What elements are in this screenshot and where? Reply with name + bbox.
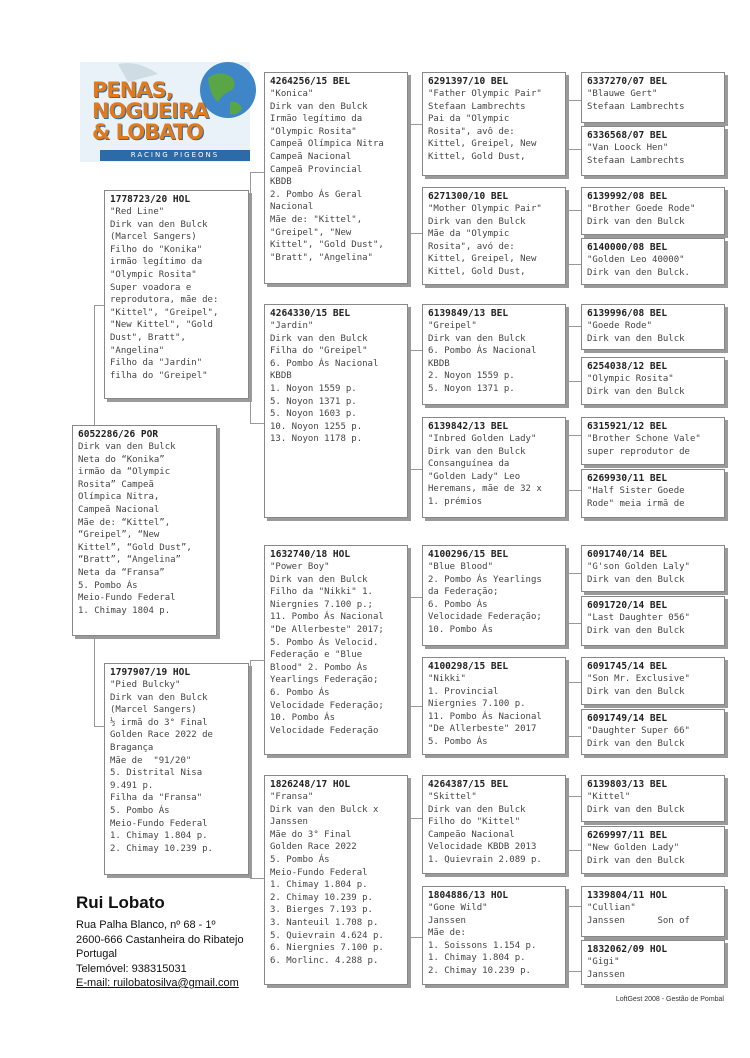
pigeon-card-sire: [104, 190, 249, 399]
pigeon-detail-line: 2. Pombo Ás Yearlings: [428, 574, 542, 585]
pigeon-detail-line: “Bratt”, “Angelina”: [78, 555, 181, 566]
ring-number: 1832062/09 HOL: [587, 944, 668, 955]
pigeon-detail-line: 3. Nanteuil 1.708 p.: [270, 917, 379, 928]
pigeon-detail-line: Dirk van den Bulck: [587, 686, 685, 697]
pigeon-card-gen4: [581, 126, 725, 176]
pigeon-detail-line: Janssen: [428, 915, 466, 926]
pigeon-detail-line: "Konica": [270, 89, 314, 99]
pigeon-detail-line: 1. Chimay 1.804 p.: [270, 880, 368, 891]
ring-number: 6269997/11 BEL: [587, 830, 668, 841]
pigeon-detail-line: Filha da "Fransa": [110, 793, 203, 804]
pigeon-detail-line: Rosita” Campeã: [78, 479, 154, 490]
pigeon-detail-line: Nacional: [270, 202, 314, 213]
pigeon-card-gen4: [581, 357, 725, 405]
pigeon-details: [587, 88, 719, 113]
pigeon-details: [110, 206, 243, 382]
pigeon-detail-line: Bragança: [110, 742, 154, 753]
pigeon-detail-line: Filho da "Nikki" 1.: [270, 587, 373, 598]
owner-country: Portugal: [76, 948, 117, 960]
pigeon-detail-line: Dirk van den Bulck: [270, 333, 368, 344]
pigeon-detail-line: “Greipel”, “New: [78, 530, 160, 541]
pigeon-card-gen3: [422, 775, 566, 874]
ring-number: 6139803/13 BEL: [587, 779, 668, 790]
pigeon-details: [428, 320, 560, 396]
pigeon-details: [587, 433, 719, 458]
ring-number: 6337270/07 BEL: [587, 76, 668, 87]
pigeon-detail-line: "Blue Blood": [428, 562, 494, 572]
pigeon-detail-line: "Power Boy": [270, 562, 330, 572]
pigeon-detail-line: "Brother Schone Vale": [587, 434, 701, 444]
connector: [567, 573, 582, 624]
pigeon-card-gen4: [581, 238, 725, 285]
pigeon-detail-line: Consanguínea da: [428, 459, 510, 470]
pigeon-detail-line: Blood" 2. Pombo Ás: [270, 662, 368, 673]
pigeon-detail-line: Dust", Bratt",: [110, 332, 186, 343]
pigeon-detail-line: Rosita", avó de:: [428, 241, 515, 252]
pigeon-card-gen4: [581, 304, 725, 350]
pigeon-detail-line: "Kittel", "Greipel",: [110, 307, 219, 318]
pigeon-detail-line: Campeã Nacional: [78, 504, 160, 515]
pigeon-detail-line: 2. Chimay 10.239 p.: [270, 892, 373, 903]
pigeon-detail-line: 2. Noyon 1559 p.: [428, 371, 515, 382]
pigeon-detail-line: da Federação;: [428, 587, 499, 598]
pigeon-detail-line: "Daughter Super 66": [587, 726, 690, 736]
pigeon-detail-line: 5. Pombo Ás: [78, 580, 138, 591]
pigeon-detail-line: Kittel, Gold Dust,: [428, 266, 526, 277]
pigeon-card-gen4: [581, 886, 725, 937]
pigeon-detail-line: Janssen: [587, 969, 625, 980]
connector: [250, 660, 265, 879]
pigeon-detail-line: Kittel", "Gold Dust",: [270, 240, 384, 251]
ring-number: 6269930/11 BEL: [587, 473, 668, 484]
pigeon-card-gen4: [581, 775, 725, 822]
logo-tagline: RACING PIGEONS: [100, 150, 250, 161]
pigeon-card-gen4: [581, 187, 725, 235]
pigeon-detail-line: Dirk van den Bulck: [270, 101, 368, 112]
pigeon-detail-line: 5. Noyon 1371 p.: [428, 383, 515, 394]
connector: [567, 435, 582, 491]
ring-number: 1804886/13 HOL: [428, 890, 509, 901]
pigeon-details: [587, 612, 719, 637]
pigeon-detail-line: 1. Chimay 1804 p.: [78, 605, 171, 616]
pigeon-detail-line: 9.491 p.: [110, 780, 154, 791]
connector: [567, 326, 582, 382]
pigeon-detail-line: irmão da “Olympic: [78, 467, 171, 478]
pigeon-detail-line: "Olympic Rosita": [110, 269, 197, 280]
pigeon-detail-line: "Olympic Rosita": [270, 126, 357, 137]
pigeon-detail-line: "Bratt", "Angelina": [270, 252, 373, 263]
owner-phone: Telemóvel: 938315031: [76, 962, 187, 975]
pigeon-detail-line: Dirk van den Bulck: [587, 738, 685, 749]
pigeon-card-gen4: [581, 657, 725, 705]
pigeon-detail-line: "New Golden Lady": [587, 843, 680, 853]
pigeon-detail-line: Federação e "Blue: [270, 650, 363, 661]
ring-number: 6140000/08 BEL: [587, 242, 668, 253]
pigeon-detail-line: Pai da "Olympic: [428, 114, 510, 125]
pigeon-detail-line: "Half Sister Goede: [587, 486, 685, 496]
connector: [567, 210, 582, 265]
pigeon-detail-line: "Cullian": [587, 903, 636, 913]
pigeon-card-gen2: [264, 545, 408, 755]
pigeon-detail-line: Neta da “Fransa”: [78, 567, 165, 578]
pigeon-card-gen2: [264, 72, 408, 284]
pigeon-details: [587, 373, 719, 398]
ring-number: 4100298/15 BEL: [428, 661, 509, 672]
connector: [408, 597, 423, 707]
pigeon-details: [587, 673, 719, 698]
pigeon-detail-line: Campeã Provincial: [270, 164, 363, 175]
pigeon-details: [587, 142, 719, 167]
pigeon-detail-line: Dirk van den Bulck: [110, 692, 208, 703]
ring-number: 4264256/15 BEL: [270, 76, 351, 87]
pigeon-detail-line: "Blauwe Gert": [587, 89, 658, 99]
pigeon-detail-line: "Pied Bulcky": [110, 680, 181, 690]
pigeon-detail-line: "Golden Lady" Leo: [428, 471, 521, 482]
pigeon-detail-line: 5. Pombo Ás: [110, 805, 170, 816]
pigeon-details: [587, 485, 719, 510]
pigeon-detail-line: Dirk van den Bulck: [428, 333, 526, 344]
pigeon-card-gen4: [581, 826, 725, 874]
pigeon-card-gen3: [422, 417, 566, 518]
pigeon-detail-line: Dirk van den Bulck: [587, 386, 685, 397]
ring-number: 6291397/10 BEL: [428, 76, 509, 87]
connector: [250, 172, 265, 424]
pigeon-detail-line: 1. Soissons 1.154 p.: [428, 940, 537, 951]
pigeon-details: [428, 88, 560, 164]
pigeon-detail-line: 10. Pombo Ás: [428, 624, 494, 635]
pigeon-detail-line: "Goede Rode": [587, 321, 653, 331]
pigeon-detail-line: Meio-Fundo Federal: [78, 593, 176, 604]
logo-line-2: NOGUEIRA: [92, 99, 209, 123]
connector: [567, 796, 582, 851]
pigeon-card-gen3: [422, 657, 566, 755]
pigeon-details: [587, 842, 719, 867]
pigeon-details: [428, 673, 560, 749]
pigeon-details: [428, 902, 560, 978]
pigeon-details: [428, 791, 560, 867]
pigeon-detail-line: Stefaan Lambrechts: [587, 155, 685, 166]
pigeon-details: [270, 88, 402, 264]
pigeon-detail-line: Meio-Fundo Federal: [110, 818, 208, 829]
pigeon-details: [587, 254, 719, 279]
pigeon-card-gen4: [581, 469, 725, 518]
pigeon-detail-line: Stefaan Lambrechts: [428, 101, 526, 112]
pigeon-card-gen2: [264, 304, 408, 518]
pigeon-detail-line: Dirk van den Bulck: [428, 216, 526, 227]
pigeon-card-gen4: [581, 72, 725, 123]
pigeon-detail-line: 1. Chimay 1.804 p.: [110, 831, 208, 842]
logo-line-1: PENAS,: [92, 78, 173, 102]
pigeon-detail-line: 2. Pombo Ás Geral: [270, 189, 363, 200]
pigeon-detail-line: 5. Pombo Ás: [270, 854, 330, 865]
pigeon-detail-line: Kittel”, “Gold Dust”,: [78, 542, 192, 553]
pigeon-detail-line: Golden Race 2022 de: [110, 730, 213, 741]
pigeon-card-gen3: [422, 545, 566, 646]
pigeon-detail-line: Dirk van den Bulck: [78, 442, 176, 452]
pigeon-details: [428, 433, 560, 509]
pigeon-detail-line: Velocidade Federação;: [428, 612, 542, 623]
pigeon-detail-line: 5. Noyon 1603 p.: [270, 409, 357, 420]
pigeon-detail-line: 11. Pombo Ás Nacional: [270, 612, 384, 623]
club-logo: [78, 58, 258, 168]
pigeon-detail-line: Olímpica Nitra,: [78, 492, 160, 503]
pigeon-detail-line: Dirk van den Bulck: [110, 219, 208, 230]
pigeon-detail-line: Velocidade Federação: [270, 725, 379, 736]
pigeon-details: [587, 320, 719, 345]
pigeon-detail-line: Yearlings Federação;: [270, 675, 379, 686]
pigeon-detail-line: Velocidade KBDB 2013: [428, 842, 537, 853]
pigeon-details: [587, 791, 719, 816]
pigeon-detail-line: Mãe de: "Kittel",: [270, 214, 363, 225]
pigeon-detail-line: Mãe de "91/20": [110, 755, 192, 766]
pigeon-card-dam: [104, 663, 249, 875]
pigeon-detail-line: Dirk van den Bulck: [587, 804, 685, 815]
pigeon-detail-line: 10. Pombo Ás: [270, 713, 336, 724]
pigeon-detail-line: 1. Provincial: [428, 686, 499, 697]
pigeon-detail-line: Kittel, Greipel, New: [428, 254, 537, 265]
pigeon-detail-line: Mãe da "Olympic: [428, 229, 510, 240]
owner-name: Rui Lobato: [76, 893, 165, 912]
ring-number: 6139996/08 BEL: [587, 308, 668, 319]
pigeon-detail-line: Campeã Olímpica Nitra: [270, 139, 384, 150]
ring-number: 6254038/12 BEL: [587, 361, 668, 372]
pigeon-detail-line: "De Allerbeste" 2017: [428, 724, 537, 735]
pigeon-card-gen3: [422, 304, 566, 405]
pigeon-card-gen4: [581, 709, 725, 755]
pigeon-detail-line: 10. Noyon 1255 p.: [270, 421, 363, 432]
pigeon-detail-line: 5. Quievrain 4.624 p.: [270, 930, 384, 941]
pigeon-detail-line: 5. Distrital Nisa: [110, 768, 203, 779]
pigeon-detail-line: 1. Chimay 1.804 p.: [428, 953, 526, 964]
pigeon-detail-line: Irmão legítimo da: [270, 114, 363, 125]
pigeon-detail-line: Golden Race 2022: [270, 842, 357, 853]
pigeon-detail-line: Dirk van den Bulck: [587, 574, 685, 585]
pigeon-details: [110, 679, 243, 855]
pigeon-detail-line: Dirk van den Bulck: [587, 333, 685, 344]
pigeon-detail-line: "Greipel": [428, 321, 477, 331]
connector: [408, 124, 423, 234]
pigeon-detail-line: Filho do "Konika": [110, 244, 203, 255]
pigeon-detail-line: "Olympic Rosita": [587, 374, 674, 384]
pigeon-card-subject: [72, 425, 217, 636]
pigeon-detail-line: Neta do “Konika”: [78, 454, 165, 465]
pigeon-detail-line: Campeã Nacional: [270, 151, 352, 162]
ring-number: 1632740/18 HOL: [270, 549, 351, 560]
ring-number: 6052286/26 POR: [78, 429, 159, 440]
pigeon-details: [428, 203, 560, 279]
pigeon-detail-line: "Last Daughter 056": [587, 613, 690, 623]
ring-number: 1339804/11 HOL: [587, 890, 668, 901]
pigeon-detail-line: "New Kittel", "Gold: [110, 320, 213, 331]
pigeon-detail-line: Dirk van den Bulck: [587, 625, 685, 636]
pigeon-detail-line: "De Allerbeste" 2017;: [270, 624, 384, 635]
pigeon-detail-line: "Gigi": [587, 957, 620, 967]
pigeon-detail-line: 2. Chimay 10.239 p.: [428, 965, 531, 976]
owner-address-line-2: 2600-666 Castanheira do Ribatejo: [76, 933, 244, 946]
ring-number: 6271300/10 BEL: [428, 191, 509, 202]
pigeon-detail-line: "Gone Wild": [428, 903, 488, 913]
pigeon-detail-line: "Jardin": [270, 321, 314, 331]
pigeon-detail-line: "Mother Olympic Pair": [428, 204, 542, 214]
pigeon-details: [428, 561, 560, 637]
pigeon-detail-line: Janssen Son of: [587, 915, 690, 926]
pigeon-detail-line: Stefaan Lambrechts: [587, 101, 685, 112]
pigeon-detail-line: 5. Noyon 1371 p.: [270, 396, 357, 407]
pigeon-details: [587, 561, 719, 586]
pigeon-detail-line: Dirk van den Bulck: [270, 574, 368, 585]
ring-number: 6091720/14 BEL: [587, 600, 668, 611]
pigeon-detail-line: (Marcel Sangers): [110, 705, 197, 716]
pigeon-detail-line: 6. Pombo Ás Nacional: [270, 358, 379, 369]
pigeon-detail-line: Heremans, mãe de 32 x: [428, 484, 542, 495]
pigeon-detail-line: 3. Bierges 7.193 p.: [270, 905, 373, 916]
owner-address-line-1: Rua Palha Blanco, nº 68 - 1º: [76, 919, 216, 931]
connector: [408, 818, 423, 938]
pigeon-detail-line: Campeão Nacional: [428, 829, 515, 840]
pigeon-details: [270, 561, 402, 737]
pigeon-detail-line: Dirk van den Bulck: [428, 446, 526, 457]
pigeon-detail-line: Velocidade Federação;: [270, 700, 384, 711]
pigeon-card-gen3: [422, 187, 566, 285]
pigeon-detail-line: "Fransa": [270, 792, 314, 802]
ring-number: 4100296/15 BEL: [428, 549, 509, 560]
pigeon-details: [587, 956, 719, 981]
pigeon-card-gen2: [264, 775, 408, 985]
pigeon-detail-line: Filha do "Greipel": [270, 346, 368, 357]
pigeon-detail-line: Dirk van den Bulck: [428, 804, 526, 815]
pigeon-detail-line: Dirk van den Bulck: [587, 216, 685, 227]
pigeon-detail-line: 5. Pombo Ás Velocid.: [270, 637, 379, 648]
footer-credit: LoftGest 2008 - Gestão de Pombal: [615, 996, 724, 1003]
ring-number: 1797907/19 HOL: [110, 667, 191, 678]
pigeon-detail-line: 1. prémios: [428, 496, 483, 507]
pigeon-detail-line: Meio-Fundo Federal: [270, 867, 368, 878]
pigeon-detail-line: Dirk van den Bulck: [587, 855, 685, 866]
pigeon-detail-line: Filho da "Jardin": [110, 358, 203, 369]
pigeon-detail-line: irmão legítimo da: [110, 257, 203, 268]
pigeon-detail-line: 6. Niergnies 7.100 p.: [270, 943, 384, 954]
ring-number: 6315921/12 BEL: [587, 421, 668, 432]
pigeon-detail-line: "Greipel", "New: [270, 227, 352, 238]
pigeon-detail-line: 1. Quievrain 2.089 p.: [428, 854, 542, 865]
pigeon-detail-line: Kittel, Greipel, New: [428, 139, 537, 150]
pigeon-detail-line: 6. Pombo Ás Nacional: [428, 346, 537, 357]
pigeon-detail-line: Kittel, Gold Dust,: [428, 151, 526, 162]
pigeon-detail-line: super reprodutor de: [587, 446, 690, 457]
pigeon-details: [270, 320, 402, 446]
pigeon-detail-line: Rode" meia irmã de: [587, 498, 685, 509]
pigeon-detail-line: filha do "Greipel": [110, 370, 208, 381]
pigeon-detail-line: ½ irmã do 3° Final: [110, 717, 208, 728]
connector: [567, 682, 582, 737]
pigeon-detail-line: 1. Noyon 1559 p.: [270, 383, 357, 394]
pigeon-detail-line: "Red Line": [110, 207, 165, 217]
pigeon-detail-line: Janssen: [270, 817, 308, 828]
pigeon-details: [587, 203, 719, 228]
ring-number: 6139842/13 BEL: [428, 421, 509, 432]
pigeon-detail-line: Dirk van den Bulck.: [587, 267, 690, 278]
ring-number: 6336568/07 BEL: [587, 130, 668, 141]
pigeon-card-gen4: [581, 417, 725, 465]
owner-email-link[interactable]: E-mail: ruilobatosilva@gmail.com: [76, 977, 239, 989]
connector: [408, 350, 423, 470]
pigeon-detail-line: "Angelina": [110, 345, 165, 356]
ring-number: 1826248/17 HOL: [270, 779, 351, 790]
logo-line-3: & LOBATO: [92, 120, 203, 144]
ring-number: 6091749/14 BEL: [587, 713, 668, 724]
pigeon-detail-line: Filho do "Kittel": [428, 817, 521, 828]
pigeon-detail-line: "Golden Leo 40000": [587, 255, 685, 265]
connector: [567, 906, 582, 972]
pigeon-card-gen4: [581, 596, 725, 646]
ring-number: 4264387/15 BEL: [428, 779, 509, 790]
pigeon-card-gen3: [422, 886, 566, 985]
ring-number: 1778723/20 HOL: [110, 194, 191, 205]
pigeon-detail-line: "Brother Goede Rode": [587, 204, 696, 214]
pigeon-detail-line: "Inbred Golden Lady": [428, 434, 537, 444]
pigeon-detail-line: Mãe de:: [428, 928, 466, 939]
pigeon-detail-line: Rosita", avô de:: [428, 126, 515, 137]
pigeon-detail-line: 6. Pombo Ás: [428, 599, 488, 610]
pigeon-detail-line: "Nikki": [428, 674, 466, 684]
pigeon-card-gen3: [422, 72, 566, 176]
pigeon-detail-line: Niergnies 7.100 p.;: [270, 599, 373, 610]
pigeon-detail-line: Super voadora e: [110, 282, 192, 293]
pigeon-detail-line: "Kittel": [587, 792, 631, 802]
ring-number: 6091745/14 BEL: [587, 661, 668, 672]
pigeon-detail-line: Mãe do 3° Final: [270, 829, 352, 840]
pigeon-detail-line: "Van Loock Hen": [587, 143, 669, 153]
ring-number: 6139992/08 BEL: [587, 191, 668, 202]
pigeon-details: [270, 791, 402, 967]
pigeon-detail-line: 6. Pombo Ás: [270, 687, 330, 698]
ring-number: 4264330/15 BEL: [270, 308, 351, 319]
pigeon-card-gen4: [581, 545, 725, 592]
pigeon-detail-line: Niergnies 7.100 p.: [428, 699, 526, 710]
pigeon-detail-line: "G'son Golden Laly": [587, 562, 690, 572]
pigeon-detail-line: "Skittel": [428, 792, 477, 802]
pigeon-detail-line: "Son Mr. Exclusive": [587, 674, 690, 684]
pigeon-detail-line: Mãe de: “Kittel”,: [78, 517, 171, 528]
pigeon-detail-line: 11. Pombo Ás Nacional: [428, 711, 542, 722]
pigeon-details: [587, 725, 719, 750]
pigeon-details: [587, 902, 719, 927]
pigeon-detail-line: (Marcel Sangers): [110, 232, 197, 243]
ring-number: 6091740/14 BEL: [587, 549, 668, 560]
pigeon-detail-line: reprodutora, mãe de:: [110, 295, 219, 306]
pigeon-detail-line: "Father Olympic Pair": [428, 89, 542, 99]
ring-number: 6139849/13 BEL: [428, 308, 509, 319]
pigeon-detail-line: 2. Chimay 10.239 p.: [110, 843, 213, 854]
connector: [567, 100, 582, 150]
pigeon-detail-line: 13. Noyon 1178 p.: [270, 434, 363, 445]
pigeon-detail-line: Dirk van den Bulck x: [270, 804, 379, 815]
pigeon-detail-line: 6. Morlinc. 4.288 p.: [270, 955, 379, 966]
pigeon-detail-line: KBDB: [270, 371, 292, 382]
pigeon-details: [78, 441, 211, 617]
pigeon-card-gen4: [581, 940, 725, 985]
pigeon-detail-line: 5. Pombo Ás: [428, 736, 488, 747]
pigeon-detail-line: KBDB: [270, 177, 292, 188]
owner-info: [76, 893, 244, 991]
pigeon-detail-line: KBDB: [428, 358, 450, 369]
